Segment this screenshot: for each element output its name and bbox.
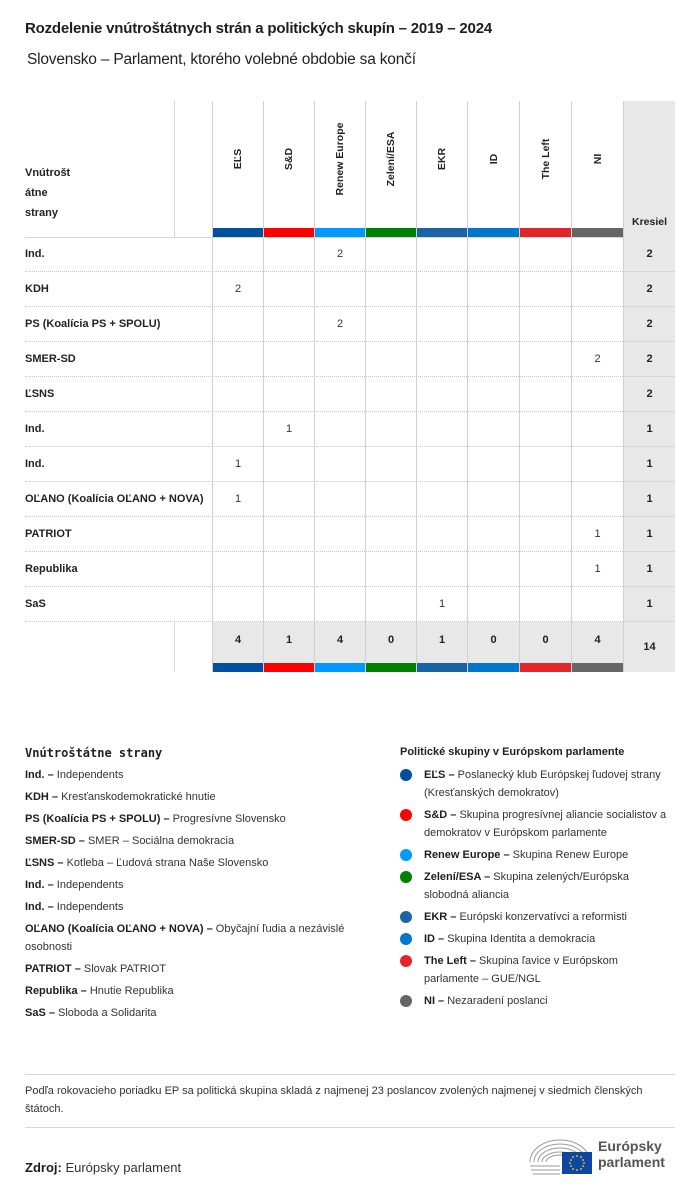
totals-divider (174, 622, 175, 672)
column-header-label: Renew Europe (334, 122, 346, 196)
seat-cell (263, 237, 314, 272)
seat-cell (467, 272, 519, 307)
column-total (571, 622, 623, 672)
legend-national-item: PATRIOT – Slovak PATRIOT (25, 963, 166, 975)
table-row (25, 552, 675, 587)
column-header-label: EKR (436, 147, 448, 171)
column-header-7 (571, 101, 623, 237)
seat-cell: 1 (212, 482, 263, 517)
legend-groups-list (400, 766, 670, 1010)
column-total (365, 622, 416, 672)
column-header-label: The Left (539, 138, 552, 180)
group-color-dot-icon (400, 995, 412, 1007)
group-abbr: Zelení/ESA (424, 871, 482, 883)
group-color-bar (213, 663, 263, 672)
seat-cell (416, 237, 467, 272)
seat-cell (365, 272, 416, 307)
party-full-name: Kotleba – Ľudová strana Naše Slovensko (66, 857, 269, 869)
seat-cell (212, 587, 263, 622)
group-full-name: Skupina ľavice v Európskom parlamente – GUE/NGL (424, 955, 618, 985)
group-color-bar (468, 663, 519, 672)
seat-cell: 1 (212, 447, 263, 482)
seat-cell: 1 (263, 412, 314, 447)
group-color-dot-icon (400, 911, 412, 923)
party-abbr: ĽSNS (25, 857, 55, 869)
seat-cell (365, 447, 416, 482)
legend-group-item: The Left – Skupina ľavice v Európskom parlamente – GUE/NGL (400, 952, 670, 988)
row-total: 2 (623, 307, 675, 342)
seat-cell: 1 (571, 517, 623, 552)
group-color-bar (572, 663, 623, 672)
legend-national-item: KDH – Kresťanskodemokratické hnutie (25, 791, 216, 803)
column-total (212, 622, 263, 672)
seat-cell (416, 517, 467, 552)
seat-cell (365, 552, 416, 587)
table-body (25, 237, 675, 622)
seat-cell (212, 377, 263, 412)
seat-cell (519, 517, 571, 552)
seat-cell (314, 482, 365, 517)
column-total (467, 622, 519, 672)
seat-cell: 2 (571, 342, 623, 377)
seat-cell (519, 342, 571, 377)
group-color-bar (417, 663, 467, 672)
seat-cell (314, 447, 365, 482)
seat-cell (314, 552, 365, 587)
column-header-label: ID (487, 153, 500, 165)
column-total-value: 0 (387, 634, 395, 646)
table-row (25, 237, 675, 272)
legend-group-item: EĽS – Poslanecký klub Európskej ľudovej strany (Kresťanských demokratov) (400, 766, 670, 802)
seat-cell (519, 237, 571, 272)
row-total: 1 (623, 587, 675, 622)
group-color-dot-icon (400, 955, 412, 967)
group-color-bar (417, 228, 467, 237)
seat-cell (571, 237, 623, 272)
party-full-name: Slovak PATRIOT (83, 963, 166, 975)
column-header-6 (519, 101, 571, 237)
column-total (416, 622, 467, 672)
seat-cell (314, 342, 365, 377)
party-abbr: SMER-SD (25, 835, 76, 847)
group-color-bar (315, 228, 365, 237)
seat-cell: 1 (416, 587, 467, 622)
seat-cell (365, 237, 416, 272)
legend-group-item: S&D – Skupina progresívnej aliancie socialistov a demokratov v Európskom parlamente (400, 806, 670, 842)
table-row (25, 482, 675, 517)
seat-cell (519, 307, 571, 342)
column-header-3 (365, 101, 416, 237)
seat-cell (212, 307, 263, 342)
logo-text (598, 1138, 665, 1170)
legend-national-list (25, 766, 375, 1022)
party-full-name: Independents (56, 879, 124, 891)
group-full-name: Skupina zelených/Európska slobodná aliancia (424, 871, 630, 901)
legend-national-item: Ind. – Independents (25, 769, 124, 781)
seat-cell (519, 482, 571, 517)
table-row (25, 587, 675, 622)
group-abbr: ID (424, 933, 435, 945)
party-full-name: SMER – Sociálna demokracia (87, 835, 235, 847)
party-abbr: KDH (25, 791, 49, 803)
group-color-dot-icon (400, 809, 412, 821)
party-abbr: SaS (25, 1007, 46, 1019)
party-full-name: Independents (56, 769, 124, 781)
party-full-name: Kresťanskodemokratické hnutie (61, 791, 216, 803)
row-header-line: átne (25, 187, 48, 199)
logo-line-2: parlament (598, 1154, 665, 1170)
party-name: Ind. (25, 423, 45, 435)
seat-cell (467, 482, 519, 517)
column-header-label: NI (591, 153, 604, 165)
seat-cell (263, 552, 314, 587)
seat-cell: 1 (571, 552, 623, 587)
column-total-value: 4 (594, 634, 601, 646)
row-total: 1 (623, 482, 675, 517)
group-abbr: The Left (424, 955, 467, 967)
column-header-label: S&D (283, 147, 295, 171)
group-color-dot-icon (400, 849, 412, 861)
seat-cell (416, 377, 467, 412)
seat-cell (263, 307, 314, 342)
footer-divider-bottom (25, 1127, 675, 1128)
seat-cell (365, 482, 416, 517)
legend-group-item: Zelení/ESA – Skupina zelených/Európska slobodná aliancia (400, 868, 670, 904)
row-header-label (25, 163, 70, 223)
seat-cell (571, 587, 623, 622)
seat-cell (212, 237, 263, 272)
header-divider (174, 101, 175, 237)
party-name: PS (Koalícia PS + SPOLU) (25, 318, 161, 330)
seat-cell (263, 447, 314, 482)
seat-cell (365, 412, 416, 447)
legend-national-item: SaS – Sloboda a Solidarita (25, 1007, 157, 1019)
group-color-dot-icon (400, 933, 412, 945)
seat-cell (365, 342, 416, 377)
row-total: 1 (623, 447, 675, 482)
table-row (25, 517, 675, 552)
group-abbr: EĽS (424, 769, 446, 781)
party-abbr: Ind. (25, 769, 45, 781)
european-parliament-logo (528, 1134, 678, 1176)
row-total: 2 (623, 237, 675, 272)
seat-cell (416, 342, 467, 377)
party-name: PATRIOT (25, 528, 72, 540)
column-header-5 (467, 101, 519, 237)
party-name: SaS (25, 598, 46, 610)
seat-cell (416, 482, 467, 517)
footer-divider-top (25, 1074, 675, 1075)
legend-national-item: Ind. – Independents (25, 879, 124, 891)
seat-cell (212, 412, 263, 447)
seat-cell: 2 (314, 237, 365, 272)
group-full-name: Skupina Renew Europe (512, 849, 629, 861)
table-row (25, 412, 675, 447)
column-total (519, 622, 571, 672)
seat-cell (519, 552, 571, 587)
legend-group-item: NI – Nezaradení poslanci (400, 992, 670, 1010)
group-color-bar (213, 228, 263, 237)
table-header (25, 101, 675, 237)
party-abbr: Ind. (25, 901, 45, 913)
party-name: Ind. (25, 458, 45, 470)
seat-cell (416, 272, 467, 307)
seat-cell (467, 447, 519, 482)
group-abbr: EKR (424, 911, 448, 923)
party-abbr: Republika (25, 985, 78, 997)
legend-national-title: Vnútroštátne strany (25, 746, 163, 760)
seat-cell (467, 552, 519, 587)
seat-cell: 2 (314, 307, 365, 342)
seat-cell (263, 377, 314, 412)
party-abbr: OĽANO (Koalícia OĽANO + NOVA) (25, 923, 204, 935)
party-full-name: Sloboda a Solidarita (58, 1007, 157, 1019)
seat-cell (519, 272, 571, 307)
party-abbr: PS (Koalícia PS + SPOLU) (25, 813, 161, 825)
column-total-value: 4 (234, 634, 242, 646)
group-abbr: S&D (424, 809, 448, 821)
seat-cell (263, 272, 314, 307)
legend-national-parties (25, 746, 375, 1026)
seat-cell (314, 412, 365, 447)
seat-cell (416, 447, 467, 482)
column-header-total-label: Kresiel (631, 216, 668, 228)
seat-cell (365, 517, 416, 552)
legend-group-item: EKR – Európski konzervatívci a reformisti (400, 908, 670, 926)
seat-cell (314, 272, 365, 307)
table-row (25, 377, 675, 412)
seat-cell (519, 377, 571, 412)
group-full-name: Nezaradení poslanci (447, 995, 548, 1007)
legend-group-item: ID – Skupina Identita a demokracia (400, 930, 670, 948)
table-row (25, 447, 675, 482)
legend-national-item: Ind. – Independents (25, 901, 124, 913)
seat-cell (519, 412, 571, 447)
seat-cell (467, 377, 519, 412)
column-total (314, 622, 365, 672)
seat-cell (212, 552, 263, 587)
column-header-4 (416, 101, 467, 237)
legend-group-item: Renew Europe – Skupina Renew Europe (400, 846, 670, 864)
footnote: Podľa rokovacieho poriadku EP sa politická skupina skladá z najmenej 23 poslancov zvolených najmenej v siedmich členských štátoch. (25, 1085, 643, 1115)
seat-cell (519, 447, 571, 482)
column-total-value: 0 (490, 634, 497, 646)
group-full-name: Poslanecký klub Európskej ľudovej strany (Kresťanských demokratov) (424, 769, 661, 799)
legend-national-item: SMER-SD – SMER – Sociálna demokracia (25, 835, 235, 847)
legend-political-groups (400, 746, 670, 1014)
seat-cell (467, 412, 519, 447)
seat-cell (314, 517, 365, 552)
logo-line-1: Európsky (598, 1138, 662, 1154)
party-full-name: Progresívne Slovensko (172, 813, 286, 825)
group-color-bar (366, 663, 416, 672)
group-color-bar (264, 228, 314, 237)
party-name: Ind. (25, 248, 45, 260)
seat-cell (571, 377, 623, 412)
seat-cell (263, 517, 314, 552)
seat-cell: 2 (212, 272, 263, 307)
party-abbr: PATRIOT (25, 963, 72, 975)
legend-national-item: PS (Koalícia PS + SPOLU) – Progresívne Slovensko (25, 813, 286, 825)
group-color-bar (264, 663, 314, 672)
column-header-label: Zelení/ESA (385, 131, 397, 187)
column-total (263, 622, 314, 672)
party-abbr: Ind. (25, 879, 45, 891)
group-color-bar (520, 228, 571, 237)
seat-cell (571, 482, 623, 517)
column-total-value: 1 (285, 634, 293, 646)
seat-cell (416, 307, 467, 342)
group-color-bar (315, 663, 365, 672)
row-total: 1 (623, 412, 675, 447)
seat-cell (416, 552, 467, 587)
seat-cell (263, 482, 314, 517)
seat-cell (365, 587, 416, 622)
source-credit (25, 1160, 181, 1175)
legend-groups-title: Politické skupiny v Európskom parlamente (400, 746, 625, 758)
table-row (25, 307, 675, 342)
source-label: Zdroj: (25, 1160, 62, 1175)
legend-national-item: ĽSNS – Kotleba – Ľudová strana Naše Slovensko (25, 857, 269, 869)
group-color-bar (520, 663, 571, 672)
column-total-value: 0 (542, 634, 549, 646)
column-header-0 (212, 101, 263, 237)
seat-distribution-table (25, 101, 675, 672)
group-full-name: Skupina progresívnej aliancie socialistov a demokratov v Európskom parlamente (424, 809, 667, 839)
seat-cell (467, 517, 519, 552)
row-total: 1 (623, 517, 675, 552)
page-title: Rozdelenie vnútroštátnych strán a politických skupín – 2019 – 2024 (25, 20, 492, 37)
group-color-dot-icon (400, 871, 412, 883)
row-total: 2 (623, 342, 675, 377)
legend-national-item: Republika – Hnutie Republika (25, 985, 174, 997)
row-total: 2 (623, 377, 675, 412)
seat-cell (314, 587, 365, 622)
seat-cell (263, 342, 314, 377)
seat-cell (365, 377, 416, 412)
party-full-name: Obyčajní ľudia a nezávislé osobnosti (25, 923, 345, 953)
table-row (25, 272, 675, 307)
column-total-value: 4 (336, 634, 344, 646)
group-color-bar (468, 228, 519, 237)
seat-cell (263, 587, 314, 622)
party-name: OĽANO (Koalícia OĽANO + NOVA) (25, 493, 204, 505)
seat-cell (467, 237, 519, 272)
source-value: Európsky parlament (65, 1160, 182, 1175)
seat-cell (416, 412, 467, 447)
party-name: SMER-SD (25, 353, 76, 365)
seat-cell (571, 447, 623, 482)
column-total-value: 1 (438, 634, 446, 646)
seat-cell (314, 377, 365, 412)
seat-cell (467, 307, 519, 342)
group-color-dot-icon (400, 769, 412, 781)
seat-cell (467, 587, 519, 622)
legend-national-item: OĽANO (Koalícia OĽANO + NOVA) – Obyčajní ľudia a nezávislé osobnosti (25, 923, 345, 953)
party-full-name: Independents (56, 901, 124, 913)
column-header-1 (263, 101, 314, 237)
seat-cell (571, 412, 623, 447)
group-full-name: Európski konzervatívci a reformisti (459, 911, 627, 923)
party-name: ĽSNS (25, 388, 55, 400)
party-full-name: Hnutie Republika (89, 985, 174, 997)
row-header-line: strany (25, 207, 59, 219)
row-total: 2 (623, 272, 675, 307)
totals-row (25, 622, 675, 672)
row-total: 1 (623, 552, 675, 587)
seat-cell (571, 307, 623, 342)
group-abbr: NI (424, 995, 435, 1007)
party-name: Republika (25, 563, 78, 575)
column-header-2 (314, 101, 365, 237)
party-name: KDH (25, 283, 49, 295)
table-row (25, 342, 675, 377)
seat-cell (467, 342, 519, 377)
group-color-bar (572, 228, 623, 237)
grand-total: 14 (623, 622, 675, 672)
row-header-line: Vnútrošt (25, 167, 71, 179)
parliament-hemicycle-icon (528, 1134, 594, 1176)
seat-cell (571, 272, 623, 307)
column-header-total (623, 101, 675, 237)
seat-cell (212, 342, 263, 377)
seat-cell (365, 307, 416, 342)
seat-cell (212, 517, 263, 552)
page-subtitle: Slovensko – Parlament, ktorého volebné obdobie sa končí (27, 51, 416, 68)
group-color-bar (366, 228, 416, 237)
column-header-label: EĽS (232, 148, 244, 170)
group-full-name: Skupina Identita a demokracia (447, 933, 596, 945)
seat-cell (519, 587, 571, 622)
group-abbr: Renew Europe (424, 849, 501, 861)
